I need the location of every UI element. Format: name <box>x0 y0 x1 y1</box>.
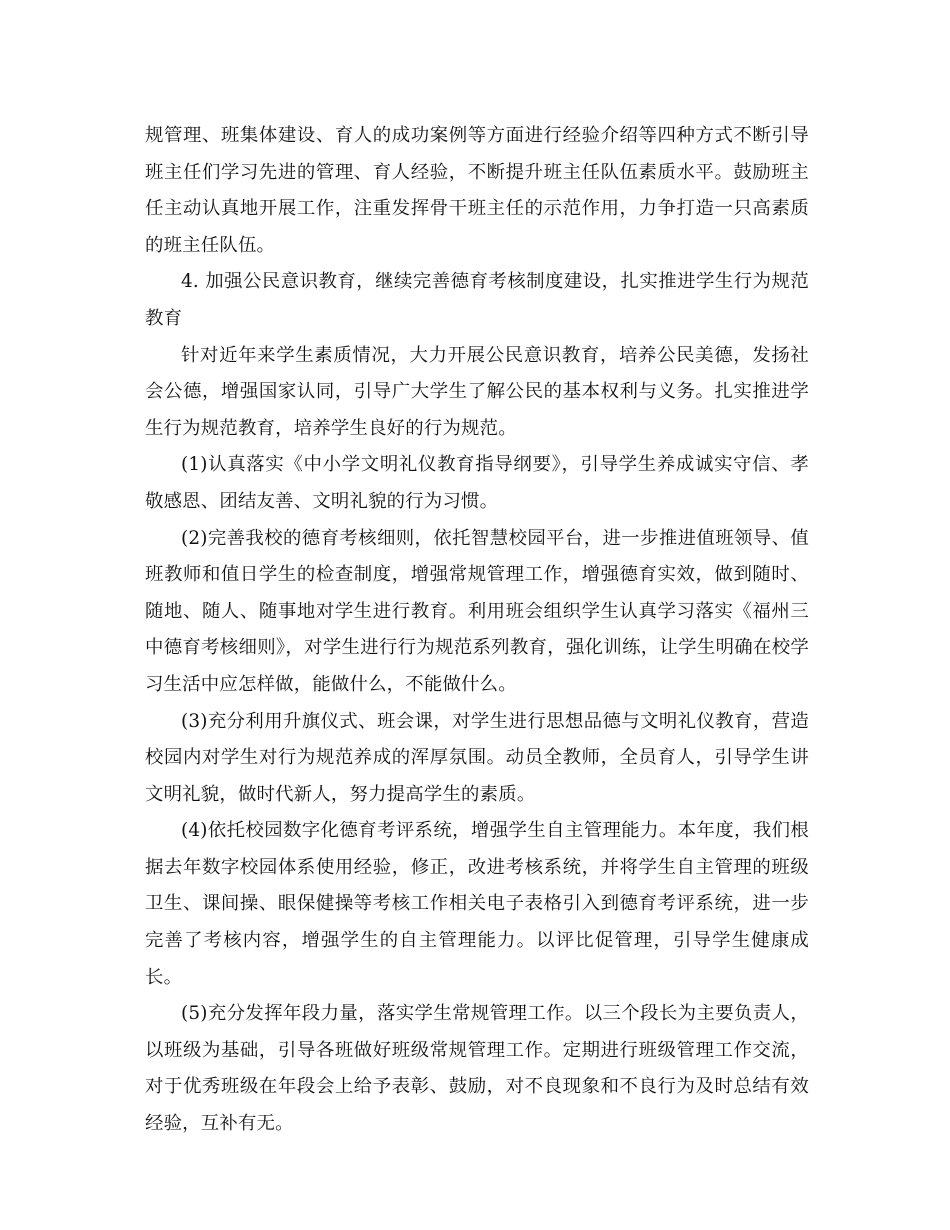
section-heading-4: 4. 加强公民意识教育，继续完善德育考核制度建设，扎实推进学生行为规范教育 <box>145 271 809 329</box>
list-item-5: (5)充分发挥年段力量，落实学生常规管理工作。以三个段长为主要负责人，以班级为基础，引导各班做好班级常规管理工作。定期进行班级管理工作交流，对于优秀班级在年段会上给予表彰、鼓励，对不良现象和不良行为及时总结有效经验，互补有无。 <box>145 1003 809 1135</box>
document-page <box>145 118 809 1143</box>
paragraph-continuation: 规管理、班集体建设、育人的成功案例等方面进行经验介绍等四种方式不断引导班主任们学习先进的管理、育人经验，不断提升班主任队伍素质水平。鼓励班主任主动认真地开展工作，注重发挥骨干班主任的示范作用，力争打造一只高素质的班主任队伍。 <box>145 125 809 256</box>
list-item-1: (1)认真落实《中小学文明礼仪教育指导纲要》，引导学生养成诚实守信、孝敬感恩、团结友善、文明礼貌的行为习惯。 <box>145 454 809 512</box>
list-item-4: (4)依托校园数字化德育考评系统，增强学生自主管理能力。本年度，我们根据去年数字校园体系使用经验，修正，改进考核系统，并将学生自主管理的班级卫生、课间操、眼保健操等考核工作相关电子表格引入到德育考评系统，进一步完善了考核内容，增强学生的自主管理能力。以评比促管理，引导学生健康成长。 <box>145 820 809 988</box>
paragraph-intro: 针对近年来学生素质情况，大力开展公民意识教育，培养公民美德，发扬社会公德，增强国家认同，引导广大学生了解公民的基本权利与义务。扎实推进学生行为规范教育，培养学生良好的行为规范。 <box>145 344 809 439</box>
list-item-3: (3)充分利用升旗仪式、班会课，对学生进行思想品德与文明礼仪教育，营造校园内对学生对行为规范养成的浑厚氛围。动员全教师，全员育人，引导学生讲文明礼貌，做时代新人，努力提高学生的素质。 <box>145 710 809 805</box>
list-item-2: (2)完善我校的德育考核细则，依托智慧校园平台，进一步推进值班领导、值班教师和值日学生的检查制度，增强常规管理工作，增强德育实效，做到随时、随地、随人、随事地对学生进行教育。利用班会组织学生认真学习落实《福州三中德育考核细则》，对学生进行行为规范系列教育，强化训练，让学生明确在校学习生活中应怎样做，能做什么，不能做什么。 <box>145 527 809 695</box>
